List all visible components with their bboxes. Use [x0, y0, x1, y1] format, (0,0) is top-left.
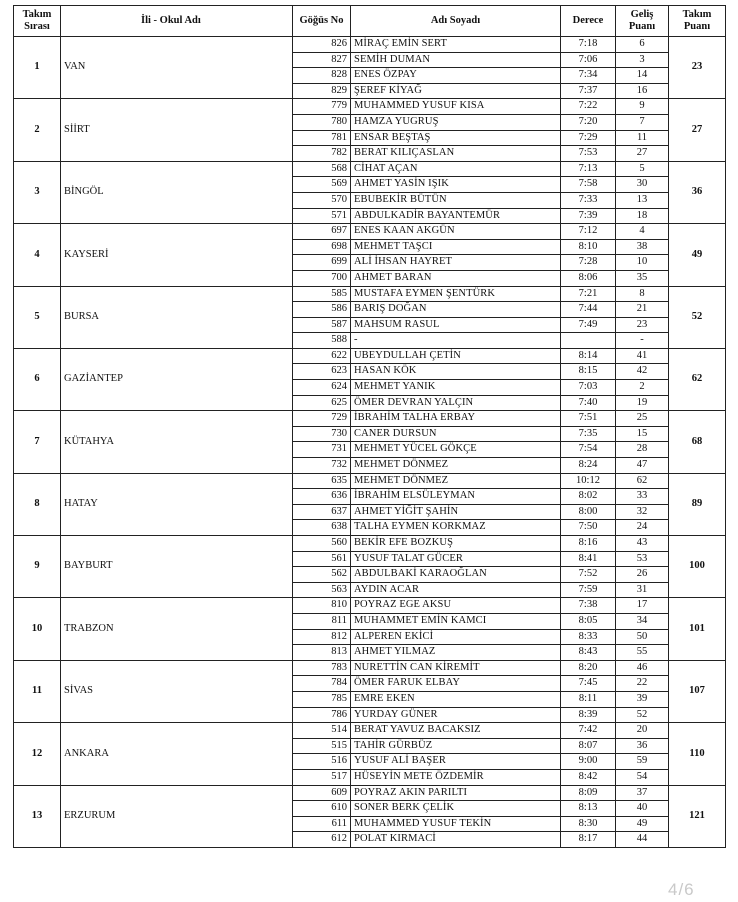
- athlete-name: ALPEREN EKİCİ: [351, 629, 561, 645]
- place-points: 62: [616, 473, 669, 489]
- team-total-points: 110: [669, 723, 726, 785]
- team-city: BİNGÖL: [61, 161, 293, 223]
- team-rank: 13: [14, 785, 61, 847]
- header-time: Derece: [561, 6, 616, 37]
- bib-number: 779: [293, 99, 351, 115]
- athlete-name: SONER BERK ÇELİK: [351, 801, 561, 817]
- team-total-points: 107: [669, 660, 726, 722]
- team-rank: 8: [14, 473, 61, 535]
- place-points: 31: [616, 582, 669, 598]
- team-city: SİVAS: [61, 660, 293, 722]
- athlete-name: HASAN KÖK: [351, 364, 561, 380]
- athlete-name: BARIŞ DOĞAN: [351, 302, 561, 318]
- athlete-name: ABDULBAKİ KARAOĞLAN: [351, 567, 561, 583]
- bib-number: 515: [293, 738, 351, 754]
- place-points: 43: [616, 536, 669, 552]
- header-city: İli - Okul Adı: [61, 6, 293, 37]
- finish-time: 7:42: [561, 723, 616, 739]
- athlete-name: BERAT YAVUZ BACAKSIZ: [351, 723, 561, 739]
- athlete-row: [14, 785, 726, 801]
- finish-time: 7:39: [561, 208, 616, 224]
- athlete-name: MEHMET YANIK: [351, 380, 561, 396]
- athlete-name: YUSUF ALİ BAŞER: [351, 754, 561, 770]
- place-points: 50: [616, 629, 669, 645]
- finish-time: 8:10: [561, 239, 616, 255]
- athlete-name: YUSUF TALAT GÜCER: [351, 551, 561, 567]
- bib-number: 570: [293, 192, 351, 208]
- finish-time: 7:54: [561, 442, 616, 458]
- bib-number: 731: [293, 442, 351, 458]
- bib-number: 697: [293, 224, 351, 240]
- finish-time: 8:41: [561, 551, 616, 567]
- team-city: KAYSERİ: [61, 224, 293, 286]
- team-rank: 9: [14, 536, 61, 598]
- bib-number: 636: [293, 489, 351, 505]
- place-points: 16: [616, 83, 669, 99]
- finish-time: 8:43: [561, 645, 616, 661]
- bib-number: 635: [293, 473, 351, 489]
- athlete-name: MAHSUM RASUL: [351, 317, 561, 333]
- bib-number: 638: [293, 520, 351, 536]
- athlete-name: SEMİH DUMAN: [351, 52, 561, 68]
- team-total-points: 36: [669, 161, 726, 223]
- athlete-name: HAMZA YUGRUŞ: [351, 114, 561, 130]
- place-points: 7: [616, 114, 669, 130]
- finish-time: 8:33: [561, 629, 616, 645]
- athlete-name: CANER DURSUN: [351, 426, 561, 442]
- bib-number: 585: [293, 286, 351, 302]
- place-points: 10: [616, 255, 669, 271]
- bib-number: 588: [293, 333, 351, 349]
- finish-time: 9:00: [561, 754, 616, 770]
- bib-number: 571: [293, 208, 351, 224]
- place-points: 28: [616, 442, 669, 458]
- athlete-name: MEHMET DÖNMEZ: [351, 473, 561, 489]
- finish-time: 8:24: [561, 458, 616, 474]
- finish-time: 7:28: [561, 255, 616, 271]
- team-city: BURSA: [61, 286, 293, 348]
- place-points: 27: [616, 146, 669, 162]
- place-points: 40: [616, 801, 669, 817]
- place-points: 5: [616, 161, 669, 177]
- team-rank: 2: [14, 99, 61, 161]
- place-points: 21: [616, 302, 669, 318]
- bib-number: 783: [293, 660, 351, 676]
- place-points: 2: [616, 380, 669, 396]
- bib-number: 624: [293, 380, 351, 396]
- team-rank: 6: [14, 348, 61, 410]
- finish-time: 7:49: [561, 317, 616, 333]
- finish-time: 7:21: [561, 286, 616, 302]
- place-points: 17: [616, 598, 669, 614]
- bib-number: 698: [293, 239, 351, 255]
- place-points: 20: [616, 723, 669, 739]
- athlete-name: ENES KAAN AKGÜN: [351, 224, 561, 240]
- bib-number: 587: [293, 317, 351, 333]
- place-points: 19: [616, 395, 669, 411]
- athlete-name: POYRAZ AKIN PARILTI: [351, 785, 561, 801]
- athlete-name: -: [351, 333, 561, 349]
- athlete-name: ÖMER DEVRAN YALÇIN: [351, 395, 561, 411]
- place-points: 41: [616, 348, 669, 364]
- bib-number: 813: [293, 645, 351, 661]
- place-points: 38: [616, 239, 669, 255]
- athlete-name: AHMET BARAN: [351, 270, 561, 286]
- bib-number: 782: [293, 146, 351, 162]
- athlete-name: ALİ İHSAN HAYRET: [351, 255, 561, 271]
- place-points: 18: [616, 208, 669, 224]
- finish-time: 7:52: [561, 567, 616, 583]
- place-points: 11: [616, 130, 669, 146]
- athlete-name: TAHİR GÜRBÜZ: [351, 738, 561, 754]
- header-place-points: Geliş Puanı: [616, 6, 669, 37]
- finish-time: 7:44: [561, 302, 616, 318]
- bib-number: 568: [293, 161, 351, 177]
- finish-time: 7:33: [561, 192, 616, 208]
- finish-time: 7:34: [561, 68, 616, 84]
- place-points: 6: [616, 37, 669, 53]
- finish-time: 8:09: [561, 785, 616, 801]
- place-points: 30: [616, 177, 669, 193]
- team-city: TRABZON: [61, 598, 293, 660]
- place-points: 47: [616, 458, 669, 474]
- team-rank: 1: [14, 37, 61, 99]
- bib-number: 785: [293, 691, 351, 707]
- bib-number: 729: [293, 411, 351, 427]
- place-points: 42: [616, 364, 669, 380]
- bib-number: 812: [293, 629, 351, 645]
- place-points: 4: [616, 224, 669, 240]
- athlete-name: MUSTAFA EYMEN ŞENTÜRK: [351, 286, 561, 302]
- finish-time: 7:13: [561, 161, 616, 177]
- team-city: HATAY: [61, 473, 293, 535]
- athlete-name: EMRE EKEN: [351, 691, 561, 707]
- team-total-points: 23: [669, 37, 726, 99]
- bib-number: 730: [293, 426, 351, 442]
- bib-number: 514: [293, 723, 351, 739]
- team-total-points: 52: [669, 286, 726, 348]
- bib-number: 786: [293, 707, 351, 723]
- team-rank: 11: [14, 660, 61, 722]
- finish-time: 8:15: [561, 364, 616, 380]
- athlete-name: EBUBEKİR BÜTÜN: [351, 192, 561, 208]
- finish-time: 8:07: [561, 738, 616, 754]
- bib-number: 828: [293, 68, 351, 84]
- bib-number: 622: [293, 348, 351, 364]
- athlete-row: [14, 411, 726, 427]
- place-points: 23: [616, 317, 669, 333]
- team-total-points: 100: [669, 536, 726, 598]
- place-points: 33: [616, 489, 669, 505]
- place-points: 52: [616, 707, 669, 723]
- athlete-row: [14, 99, 726, 115]
- finish-time: 7:12: [561, 224, 616, 240]
- athlete-name: HÜSEYİN METE ÖZDEMİR: [351, 769, 561, 785]
- finish-time: 8:39: [561, 707, 616, 723]
- athlete-name: ENSAR BEŞTAŞ: [351, 130, 561, 146]
- finish-time: 7:18: [561, 37, 616, 53]
- finish-time: 7:03: [561, 380, 616, 396]
- finish-time: 7:58: [561, 177, 616, 193]
- team-city: ERZURUM: [61, 785, 293, 847]
- athlete-name: ÖMER FARUK ELBAY: [351, 676, 561, 692]
- place-points: 55: [616, 645, 669, 661]
- header-bib: Göğüs No: [293, 6, 351, 37]
- bib-number: 625: [293, 395, 351, 411]
- header-name: Adı Soyadı: [351, 6, 561, 37]
- athlete-name: AHMET YILMAZ: [351, 645, 561, 661]
- team-total-points: 68: [669, 411, 726, 473]
- place-points: 25: [616, 411, 669, 427]
- finish-time: 8:05: [561, 613, 616, 629]
- athlete-row: [14, 723, 726, 739]
- athlete-name: ABDULKADİR BAYANTEMÜR: [351, 208, 561, 224]
- finish-time: 8:06: [561, 270, 616, 286]
- bib-number: 561: [293, 551, 351, 567]
- finish-time: 7:45: [561, 676, 616, 692]
- athlete-name: POLAT KIRMACİ: [351, 832, 561, 848]
- bib-number: 810: [293, 598, 351, 614]
- finish-time: 8:13: [561, 801, 616, 817]
- bib-number: 609: [293, 785, 351, 801]
- place-points: 13: [616, 192, 669, 208]
- team-city: KÜTAHYA: [61, 411, 293, 473]
- finish-time: 8:30: [561, 816, 616, 832]
- team-rank: 12: [14, 723, 61, 785]
- place-points: 54: [616, 769, 669, 785]
- bib-number: 623: [293, 364, 351, 380]
- team-total-points: 89: [669, 473, 726, 535]
- place-points: 53: [616, 551, 669, 567]
- place-points: 36: [616, 738, 669, 754]
- finish-time: 7:40: [561, 395, 616, 411]
- team-city: SİİRT: [61, 99, 293, 161]
- bib-number: 563: [293, 582, 351, 598]
- place-points: 24: [616, 520, 669, 536]
- bib-number: 517: [293, 769, 351, 785]
- finish-time: 7:51: [561, 411, 616, 427]
- athlete-name: ENES ÖZPAY: [351, 68, 561, 84]
- athlete-row: [14, 660, 726, 676]
- header-rank: Takım Sırası: [14, 6, 61, 37]
- athlete-row: [14, 224, 726, 240]
- bib-number: 829: [293, 83, 351, 99]
- bib-number: 780: [293, 114, 351, 130]
- bib-number: 637: [293, 504, 351, 520]
- athlete-row: [14, 161, 726, 177]
- athlete-name: MEHMET YÜCEL GÖKÇE: [351, 442, 561, 458]
- athlete-name: İBRAHİM TALHA ERBAY: [351, 411, 561, 427]
- athlete-row: [14, 473, 726, 489]
- place-points: 9: [616, 99, 669, 115]
- athlete-name: MEHMET TAŞCI: [351, 239, 561, 255]
- athlete-name: BERAT KILIÇASLAN: [351, 146, 561, 162]
- place-points: 39: [616, 691, 669, 707]
- finish-time: 7:50: [561, 520, 616, 536]
- place-points: 59: [616, 754, 669, 770]
- finish-time: [561, 333, 616, 349]
- bib-number: 811: [293, 613, 351, 629]
- finish-time: 8:11: [561, 691, 616, 707]
- team-total-points: 62: [669, 348, 726, 410]
- team-rank: 10: [14, 598, 61, 660]
- place-points: 46: [616, 660, 669, 676]
- place-points: 22: [616, 676, 669, 692]
- place-points: 3: [616, 52, 669, 68]
- bib-number: 784: [293, 676, 351, 692]
- bib-number: 610: [293, 801, 351, 817]
- team-city: VAN: [61, 37, 293, 99]
- finish-time: 7:59: [561, 582, 616, 598]
- header-team-points: Takım Puanı: [669, 6, 726, 37]
- bib-number: 516: [293, 754, 351, 770]
- finish-time: 7:38: [561, 598, 616, 614]
- athlete-name: AHMET YASİN IŞIK: [351, 177, 561, 193]
- athlete-name: MİRAÇ EMİN SERT: [351, 37, 561, 53]
- page-indicator: 4/6: [668, 880, 695, 899]
- bib-number: 569: [293, 177, 351, 193]
- athlete-name: ŞEREF KİYAĞ: [351, 83, 561, 99]
- finish-time: 8:14: [561, 348, 616, 364]
- finish-time: 8:20: [561, 660, 616, 676]
- bib-number: 826: [293, 37, 351, 53]
- finish-time: 7:35: [561, 426, 616, 442]
- finish-time: 8:00: [561, 504, 616, 520]
- finish-time: 7:22: [561, 99, 616, 115]
- team-total-points: 49: [669, 224, 726, 286]
- finish-time: 8:17: [561, 832, 616, 848]
- athlete-name: YURDAY GÜNER: [351, 707, 561, 723]
- place-points: 49: [616, 816, 669, 832]
- bib-number: 612: [293, 832, 351, 848]
- finish-time: 10:12: [561, 473, 616, 489]
- header-row: [14, 6, 726, 37]
- team-city: BAYBURT: [61, 536, 293, 598]
- team-total-points: 27: [669, 99, 726, 161]
- bib-number: 827: [293, 52, 351, 68]
- bib-number: 560: [293, 536, 351, 552]
- athlete-row: [14, 286, 726, 302]
- place-points: 44: [616, 832, 669, 848]
- place-points: 15: [616, 426, 669, 442]
- athlete-name: AYDIN ACAR: [351, 582, 561, 598]
- bib-number: 586: [293, 302, 351, 318]
- team-city: GAZİANTEP: [61, 348, 293, 410]
- finish-time: 7:37: [561, 83, 616, 99]
- athlete-name: MUHAMMET EMİN KAMCI: [351, 613, 561, 629]
- place-points: -: [616, 333, 669, 349]
- athlete-name: MUHAMMED YUSUF TEKİN: [351, 816, 561, 832]
- athlete-name: MUHAMMED YUSUF KISA: [351, 99, 561, 115]
- place-points: 14: [616, 68, 669, 84]
- athlete-row: [14, 598, 726, 614]
- bib-number: 700: [293, 270, 351, 286]
- athlete-name: BEKİR EFE BOZKUŞ: [351, 536, 561, 552]
- bib-number: 699: [293, 255, 351, 271]
- athlete-name: TALHA EYMEN KORKMAZ: [351, 520, 561, 536]
- athlete-row: [14, 536, 726, 552]
- finish-time: 7:20: [561, 114, 616, 130]
- team-rank: 3: [14, 161, 61, 223]
- bib-number: 562: [293, 567, 351, 583]
- place-points: 37: [616, 785, 669, 801]
- place-points: 34: [616, 613, 669, 629]
- place-points: 26: [616, 567, 669, 583]
- athlete-name: MEHMET DÖNMEZ: [351, 458, 561, 474]
- athlete-row: [14, 37, 726, 53]
- bib-number: 611: [293, 816, 351, 832]
- finish-time: 8:42: [561, 769, 616, 785]
- athlete-name: AHMET YİĞİT ŞAHİN: [351, 504, 561, 520]
- athlete-name: NURETTİN CAN KİREMİT: [351, 660, 561, 676]
- team-city: ANKARA: [61, 723, 293, 785]
- bib-number: 781: [293, 130, 351, 146]
- team-rank: 4: [14, 224, 61, 286]
- finish-time: 7:06: [561, 52, 616, 68]
- athlete-name: POYRAZ EGE AKSU: [351, 598, 561, 614]
- athlete-name: UBEYDULLAH ÇETİN: [351, 348, 561, 364]
- team-results-table: [13, 5, 726, 848]
- team-rank: 5: [14, 286, 61, 348]
- finish-time: 8:16: [561, 536, 616, 552]
- finish-time: 7:53: [561, 146, 616, 162]
- athlete-name: İBRAHİM ELSÜLEYMAN: [351, 489, 561, 505]
- finish-time: 8:02: [561, 489, 616, 505]
- place-points: 8: [616, 286, 669, 302]
- place-points: 32: [616, 504, 669, 520]
- team-total-points: 121: [669, 785, 726, 847]
- athlete-name: CİHAT AÇAN: [351, 161, 561, 177]
- bib-number: 732: [293, 458, 351, 474]
- athlete-row: [14, 348, 726, 364]
- team-rank: 7: [14, 411, 61, 473]
- place-points: 35: [616, 270, 669, 286]
- finish-time: 7:29: [561, 130, 616, 146]
- team-total-points: 101: [669, 598, 726, 660]
